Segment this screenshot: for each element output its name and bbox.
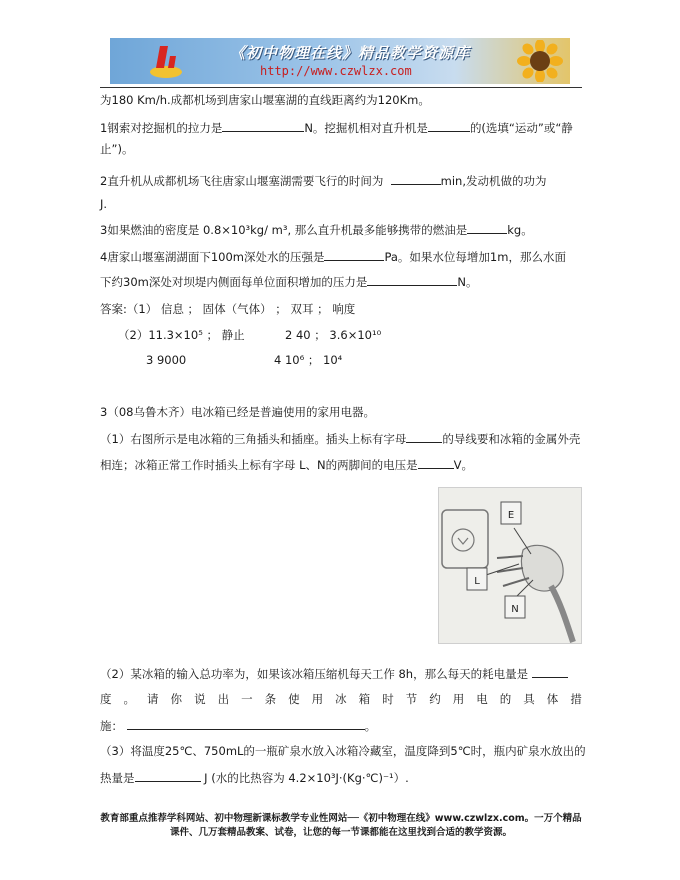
sunflower-icon [516, 40, 564, 82]
header-divider [100, 87, 582, 88]
justified-char: 具 [523, 692, 535, 706]
figure-label-e: E [507, 510, 515, 521]
site-logo-icon [148, 42, 184, 80]
justified-char: 箱 [358, 692, 371, 706]
justified-char: 时 [382, 692, 394, 706]
justified-char: 的 [499, 692, 512, 706]
question-4-cont: 下约30m深处对坝堤内侧面每单位面积增加的压力是 N。 [100, 275, 478, 289]
justified-char: 措 [570, 692, 582, 706]
justified-char: 说 [194, 692, 206, 706]
justified-char: 冰 [335, 692, 347, 706]
justified-char: 节 [405, 692, 418, 706]
justified-char: 体 [546, 692, 559, 706]
question-3: 3如果燃油的密度是 0.8×10³kg/ m³, 那么直升机最多能够携带的燃油是 kg。 [100, 223, 533, 237]
header-banner [110, 38, 570, 84]
intro-line: 为180 Km/h.成都机场到唐家山堰塞湖的直线距离约为120Km。 [100, 93, 430, 107]
problem-3-part-1-cont: 相连；冰箱正常工作时插头上标有字母 L、N的两脚间的电压是 V。 [100, 458, 474, 472]
figure-label-l: L [474, 576, 480, 587]
plug-socket-figure [438, 487, 582, 644]
justified-char: 请 [147, 692, 159, 706]
justified-char: 使 [288, 692, 300, 706]
justified-char: 一 [241, 692, 253, 706]
justified-char: 电 [476, 692, 488, 706]
justified-char: 约 [429, 692, 441, 706]
question-2: 2直升机从成都机场飞往唐家山堰塞湖需要飞行的时间为 min,发动机做的功为 [100, 174, 547, 188]
justified-char: 用 [452, 692, 465, 706]
problem-3-part-2-cont [100, 691, 582, 707]
answer-line-1: 答案:（1） 信息 ； 固体（气体） ； 双耳 ； 响度 [100, 302, 356, 316]
question-4: 4唐家山堰塞湖湖面下100m深处水的压强是 Pa。如果水位每增加1m，那么水面 [100, 250, 566, 264]
footer-line-2: 课件、几万套精品教案、试卷，让您的每一节课都能在这里找到合适的教学资源。 [169, 827, 512, 838]
justified-char: 。 [123, 692, 136, 706]
footer-line-1: 教育部重点推荐学科网站、初中物理新课标教学专业性网站──《初中物理在线》www.czwlzx.com。一万个精品 [100, 813, 582, 824]
banner-url: http://www.czwlzx.com [260, 64, 412, 78]
problem-3-part-2-end: 施： 。 [100, 719, 377, 733]
justified-char: 条 [264, 692, 277, 706]
question-1: 1钢索对挖掘机的拉力是 N。挖掘机相对直升机是 的(选填“运动”或“静 [100, 121, 573, 135]
problem-3-part-1: （1）右图所示是电冰箱的三角插头和插座。插头上标有字母 的导线要和冰箱的金属外壳 [100, 432, 581, 446]
question-1-cont: 止”)。 [100, 142, 134, 156]
justified-char: 度 [100, 692, 112, 706]
problem-3-part-2: （2）某冰箱的输入总功率为，如果该冰箱压缩机每天工作 8h，那么每天的耗电量是 [100, 665, 582, 682]
problem-3-title: 3（08乌鲁木齐）电冰箱已经是普遍使用的家用电器。 [100, 405, 375, 419]
justified-char: 你 [170, 692, 183, 706]
banner-title: 《初中物理在线》精品教学资源库 [230, 44, 471, 62]
problem-3-part-3-cont: 热量是 J (水的比热容为 4.2×10³J·(Kg·℃)⁻¹）. [100, 771, 409, 785]
problem-3-part-3: （3）将温度25℃、750mL的一瓶矿泉水放入冰箱冷藏室，温度降到5℃时，瓶内矿泉水放出的 [100, 744, 586, 758]
figure-label-n: N [511, 604, 519, 615]
justified-char: 出 [217, 692, 230, 706]
question-2-cont: J. [100, 197, 108, 211]
justified-char: 用 [311, 692, 324, 706]
